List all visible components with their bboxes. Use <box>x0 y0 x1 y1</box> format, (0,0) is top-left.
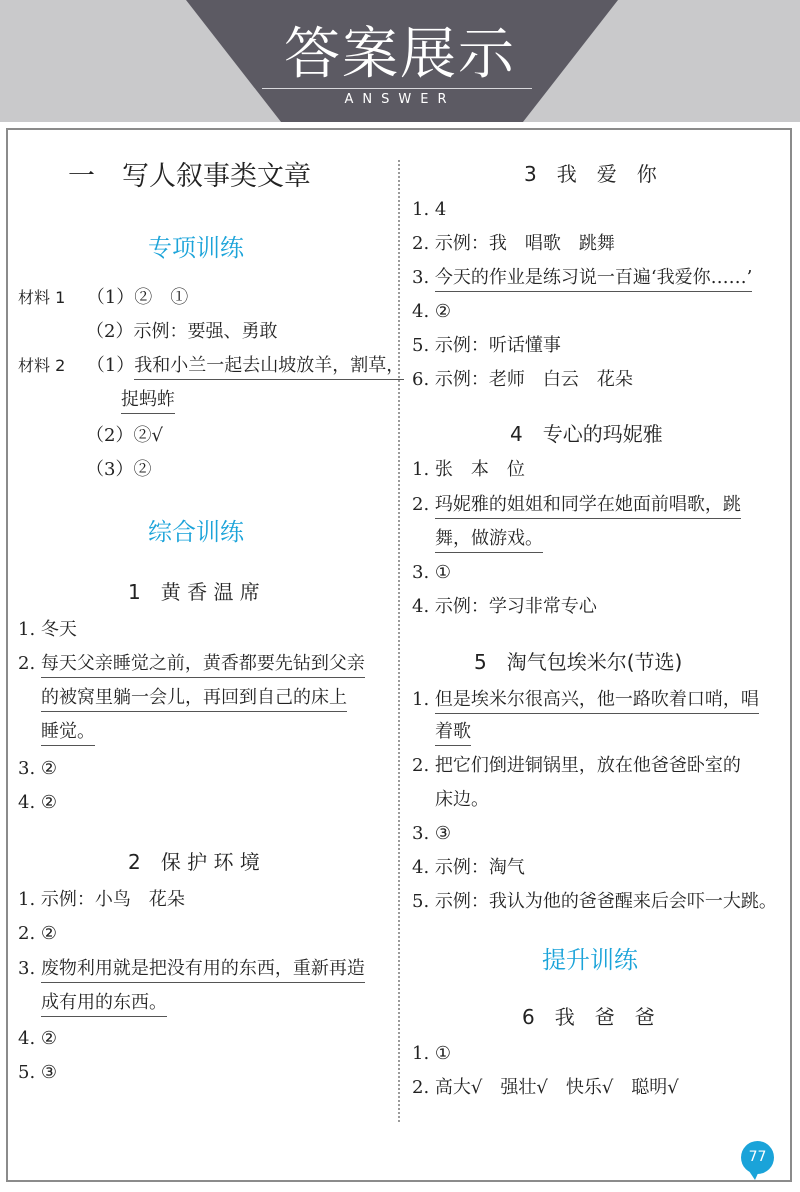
article-5-q1 <box>412 688 759 712</box>
article-3-q6: 6. 示例：老师 白云 花朵 <box>412 369 633 390</box>
section-heading-zonghe: 综合训练 <box>148 518 244 546</box>
article-5-q2-line1: 2. 把它们倒进铜锅里，放在他爸爸卧室的 <box>412 755 741 776</box>
chapter-title: 一 写人叙事类文章 <box>68 161 311 192</box>
section-heading-tisheng: 提升训练 <box>542 946 638 974</box>
article-4-q4: 4. 示例：学习非常专心 <box>412 596 597 617</box>
article-4-q2-line1: 玛妮雅的姐姐和同学在她面前唱歌，跳 <box>435 494 741 519</box>
material-2-answer-3: （3）② <box>86 459 152 480</box>
article-4-q2-num: 2. <box>412 494 430 515</box>
article-4-q2 <box>412 493 741 517</box>
material-2-answer-1: 我和小兰一起去山坡放羊，割草， <box>134 355 404 380</box>
article-1-q2-line1: 每天父亲睡觉之前，黄香都要先钻到父亲 <box>41 653 365 678</box>
article-1-title: 1 黄 香 温 席 <box>128 580 260 604</box>
article-3-q3-text: 今天的作业是练习说一百遍‘我爱你……’ <box>435 267 752 292</box>
article-6-q1: 1. ① <box>412 1043 452 1064</box>
article-2-title: 2 保 护 环 境 <box>128 850 260 874</box>
material-1 <box>18 286 188 310</box>
article-3-title: 3 我 爱 你 <box>524 162 657 186</box>
article-2-q3-line1: 废物利用就是把没有用的东西，重新再造 <box>41 958 365 983</box>
article-1-q2-line3-wrap <box>41 720 95 744</box>
article-3-q5: 5. 示例：听话懂事 <box>412 335 561 356</box>
material-2-label: 材料 2 <box>18 356 66 375</box>
article-2-q3-num: 3. <box>18 958 36 979</box>
article-1-q1: 1. 冬天 <box>18 619 77 640</box>
material-2-answer-2: （2）②√ <box>86 425 163 446</box>
material-2 <box>18 354 404 378</box>
article-2-q5: 5. ③ <box>18 1062 58 1083</box>
article-1-q2-line2: 的被窝里躺一会儿，再回到自己的床上 <box>41 687 347 712</box>
article-2-q4: 4. ② <box>18 1028 58 1049</box>
article-2-q3 <box>18 957 365 981</box>
material-2-answer-prefix: （1） <box>86 355 135 376</box>
article-1-q3: 3. ② <box>18 758 58 779</box>
page-number-badge: 77 <box>741 1141 774 1174</box>
article-1-q2-line3: 睡觉。 <box>41 721 95 746</box>
article-5-q1-num: 1. <box>412 689 430 710</box>
article-1-q2-line2-wrap <box>41 686 347 710</box>
article-1-q2 <box>18 652 365 676</box>
article-6-q2: 2. 高大√ 强壮√ 快乐√ 聪明√ <box>412 1077 679 1098</box>
article-5-q1-line2-wrap <box>435 720 471 744</box>
article-5-q1-line2: 着歌 <box>435 721 471 746</box>
material-1-label: 材料 1 <box>18 288 66 307</box>
material-1-answer-2: （2）示例：要强、勇敢 <box>86 321 278 342</box>
article-5-q3: 3. ③ <box>412 823 452 844</box>
answer-banner <box>0 0 800 122</box>
article-4-q3: 3. ① <box>412 562 452 583</box>
material-1-answer-1: （1）② ① <box>86 287 189 308</box>
article-3-q3-num: 3. <box>412 267 430 288</box>
article-2-q3-line2: 成有用的东西。 <box>41 992 167 1017</box>
banner-divider <box>262 88 532 89</box>
article-5-title: 5 淘气包埃米尔(节选) <box>474 650 683 674</box>
article-4-q2-line2: 舞，做游戏。 <box>435 528 543 553</box>
article-3-q2: 2. 示例：我 唱歌 跳舞 <box>412 233 615 254</box>
article-5-q1-line1: 但是埃米尔很高兴，他一路吹着口哨，唱 <box>435 689 759 714</box>
article-3-q3 <box>412 266 752 290</box>
article-1-q4: 4. ② <box>18 792 58 813</box>
column-divider <box>398 160 400 1122</box>
banner-subtitle: ANSWER <box>344 92 456 107</box>
banner-title: 答案展示 <box>284 22 516 87</box>
article-6-title: 6 我 爸 爸 <box>522 1005 655 1029</box>
material-2-answer-1-cont-wrap <box>121 388 175 412</box>
article-4-title: 4 专心的玛妮雅 <box>510 422 663 446</box>
article-5-q5: 5. 示例：我认为他的爸爸醒来后会吓一大跳。 <box>412 891 777 912</box>
article-3-q4: 4. ② <box>412 301 452 322</box>
article-1-q2-num: 2. <box>18 653 36 674</box>
article-5-q4: 4. 示例：淘气 <box>412 857 525 878</box>
section-heading-zhuanxiang: 专项训练 <box>148 234 244 262</box>
article-3-q1: 1. 4 <box>412 199 447 220</box>
material-2-answer-1-cont: 捉蚂蚱 <box>121 389 175 414</box>
article-4-q2-line2-wrap <box>435 527 543 551</box>
article-2-q1: 1. 示例：小鸟 花朵 <box>18 889 185 910</box>
article-2-q2: 2. ② <box>18 923 58 944</box>
article-4-q1: 1. 张 本 位 <box>412 459 525 480</box>
article-5-q2-line2: 床边。 <box>435 789 489 810</box>
article-2-q3-line2-wrap <box>41 991 167 1015</box>
